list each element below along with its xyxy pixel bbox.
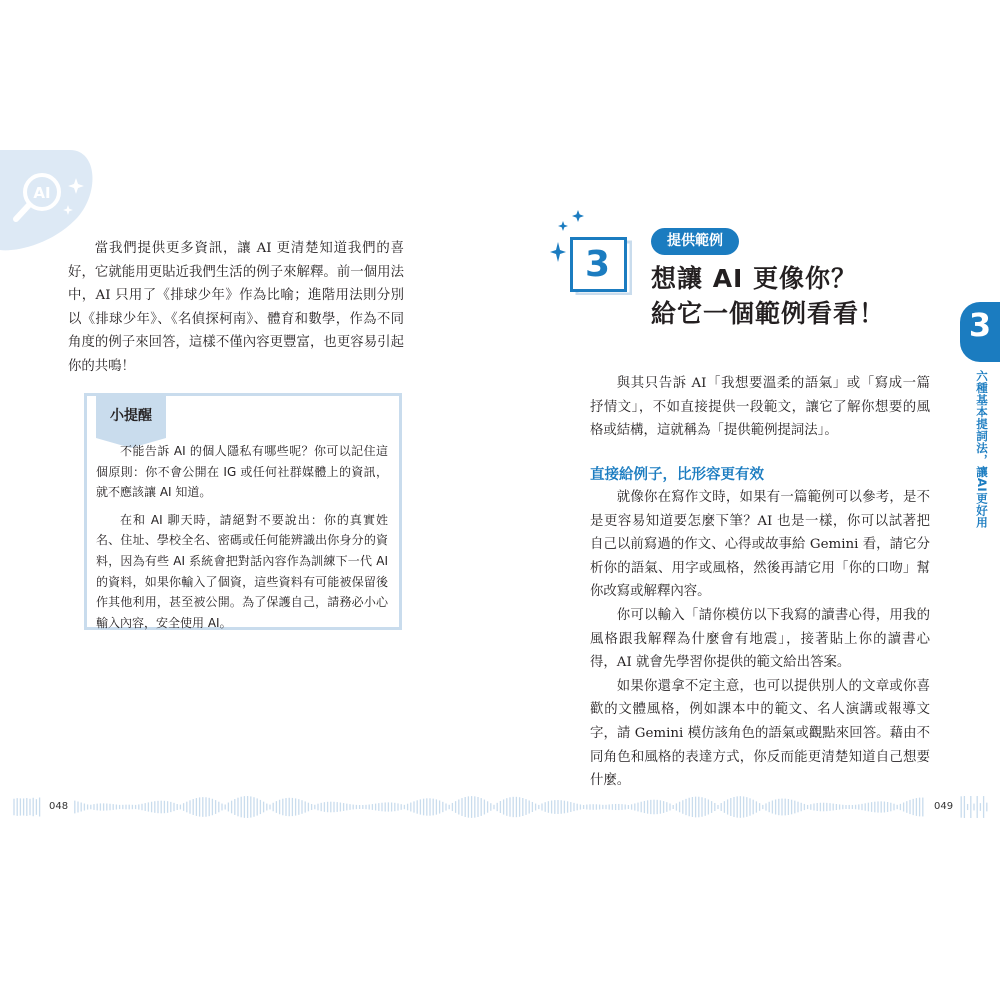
side-tab-number: 3 [968, 306, 992, 344]
left-intro-paragraph: 當我們提供更多資訊，讓 AI 更清楚知道我們的喜好，它就能用更貼近我們生活的例子來解釋。前一個用法中，AI 只用了《排球少年》作為比喻；進階用法則分別以《排球少年》、《名偵探柯南》、體育和數學，作為不同角度的例子來回答，這樣不僅內容更豐富，也更容易引起你的共鳴！ [68, 241, 404, 374]
page-number-right: 049 [931, 801, 956, 812]
section-title-line1: 想讓 AI 更像你？ [651, 264, 858, 293]
tip-paragraph: 在和 AI 聊天時，請絕對不要說出：你的真實姓名、住址、學校全名、密碼或任何能辨識出你身分的資料，因為有些 AI 系統會把對話內容作為訓練下一代 AI 的資料，如果你輸入了個資，這些資料有可能被保留後作其他利用，甚至被公開。為了保護自己，請務必小心輸入內容，安全使用 AI。 [96, 512, 388, 630]
section-tag: 提供範例 [651, 228, 739, 255]
svg-text:AI: AI [33, 184, 51, 202]
section-title-line2: 給它一個範例看看！ [651, 299, 886, 328]
subheading: 直接給例子，比形容更有效 [590, 467, 764, 483]
tip-paragraph: 不能告訴 AI 的個人隱私有哪些呢？你可以記住這個原則：你不會公開在 IG 或任何社群媒體上的資訊，就不應該讓 AI 知道。 [96, 444, 388, 500]
side-tab-text: 六種基本提詞法，讓AI更好用 [975, 370, 989, 529]
right-body [590, 486, 930, 793]
tip-box-title: 小提醒 [110, 408, 152, 424]
body-paragraph: 就像你在寫作文時，如果有一篇範例可以參考，是不是更容易知道要怎麼下筆？AI 也是一樣，你可以試著把自己以前寫過的作文、心得或故事給 Gemini 看，請它分析你的語氣、用字或風格，然後再請它用「你的口吻」幫你改寫或解釋內容。 [590, 490, 930, 600]
sparkle-icon [548, 240, 568, 264]
tip-box-text [96, 441, 388, 633]
footer-wave [0, 795, 1000, 825]
right-intro-paragraph: 與其只告訴 AI「我想要溫柔的語氣」或「寫成一篇抒情文」，不如直接提供一段範文，讓它了解你想要的風格或結構，這就稱為「提供範例提詞法」。 [590, 376, 930, 439]
page-number-left: 048 [46, 801, 71, 812]
body-paragraph: 你可以輸入「請你模仿以下我寫的讀書心得，用我的風格跟我解釋為什麼會有地震」，接著貼上你的讀書心得，AI 就會先學習你提供的範文給出答案。 [590, 607, 930, 671]
chapter-number: 3 [584, 244, 611, 285]
body-paragraph: 如果你還拿不定主意，也可以提供別人的文章或你喜歡的文體風格，例如課本中的範文、名人演講或報導文字，請 Gemini 模仿該角色的語氣或觀點來回答。藉由不同角色和風格的表達方式，你反而能更清楚知道自己想要什麼。 [590, 678, 930, 789]
